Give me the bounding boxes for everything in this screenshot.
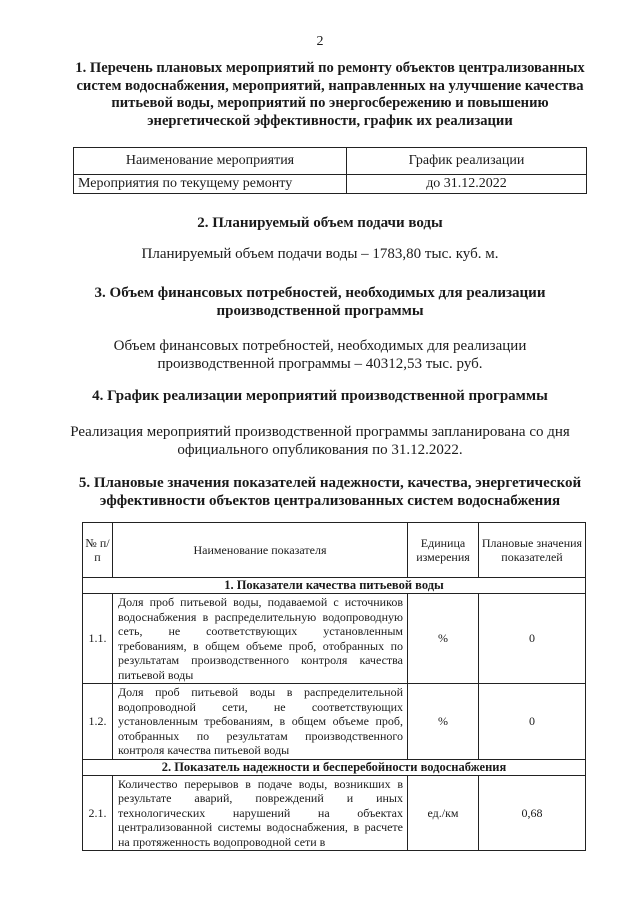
indicator-description: Количество перерывов в подаче воды, возникших в результате аварий, повреждений и иных технологических нарушений на объектах централизованной системы водоснабжения, в расчете на протяженность водопроводной сети в bbox=[113, 775, 408, 851]
row-number: 2.1. bbox=[83, 775, 113, 851]
table-row bbox=[83, 775, 586, 851]
schedule-cell: до 31.12.2022 bbox=[347, 175, 587, 194]
column-header-number: № п/п bbox=[83, 523, 113, 578]
unit-cell: % bbox=[408, 594, 479, 684]
section-5-title: 5. Плановые значения показателей надежности, качества, энергетической эффективности объектов централизованных систем водоснабжения bbox=[78, 475, 582, 509]
column-header-value: Плановые значения показателей bbox=[479, 523, 586, 578]
column-header-unit: Единица измерения bbox=[408, 523, 479, 578]
section-row bbox=[83, 578, 586, 594]
column-header-schedule: График реализации bbox=[347, 148, 587, 175]
table-row bbox=[83, 684, 586, 760]
row-number: 1.2. bbox=[83, 684, 113, 760]
column-header-indicator: Наименование показателя bbox=[113, 523, 408, 578]
table-header-row bbox=[83, 523, 586, 578]
section-4-text: Реализация мероприятий производственной программы запланирована со дня официального опубликования по 31.12.2022. bbox=[70, 424, 570, 458]
column-header-activity: Наименование мероприятия bbox=[74, 148, 347, 175]
section-3-title: 3. Объем финансовых потребностей, необходимых для реализации производственной программы bbox=[94, 285, 546, 319]
section-3-text: Объем финансовых потребностей, необходимых для реализации производственной программы – 40312,53 тыс. руб. bbox=[113, 338, 527, 372]
section-row bbox=[83, 759, 586, 775]
value-cell: 0 bbox=[479, 594, 586, 684]
activities-table bbox=[73, 147, 587, 194]
group-quality-heading: 1. Показатели качества питьевой воды bbox=[83, 578, 586, 594]
section-2-title: 2. Планируемый объем подачи воды bbox=[197, 215, 443, 231]
value-cell: 0,68 bbox=[479, 775, 586, 851]
group-reliability-heading: 2. Показатель надежности и бесперебойности водоснабжения bbox=[83, 759, 586, 775]
section-2-text: Планируемый объем подачи воды – 1783,80 тыс. куб. м. bbox=[141, 246, 499, 262]
unit-cell: % bbox=[408, 684, 479, 760]
table-row bbox=[83, 594, 586, 684]
page-number: 2 bbox=[316, 34, 324, 49]
indicator-description: Доля проб питьевой воды в распределительной водопроводной сети, не соответствующих установленным требованиям, в общем объеме проб, отобранных по результатам производственного контроля качества питьевой воды bbox=[113, 684, 408, 760]
activity-cell: Мероприятия по текущему ремонту bbox=[74, 175, 347, 194]
indicators-table bbox=[82, 522, 586, 851]
row-number: 1.1. bbox=[83, 594, 113, 684]
section-1-title: 1. Перечень плановых мероприятий по ремонту объектов централизованных систем водоснабжения, мероприятий, направленных на улучшение качества питьевой воды, мероприятий по энергосбережению и повышению энергетической эффективности, график их реализации bbox=[75, 60, 585, 129]
section-4-title: 4. График реализации мероприятий производственной программы bbox=[92, 388, 548, 404]
table-row bbox=[74, 175, 587, 194]
value-cell: 0 bbox=[479, 684, 586, 760]
table-header-row bbox=[74, 148, 587, 175]
indicator-description: Доля проб питьевой воды, подаваемой с источников водоснабжения в распределительную водопроводную сеть, не соответствующих установленным требованиям, в общем объеме проб, отобранных по результатам производственного контроля качества питьевой воды bbox=[113, 594, 408, 684]
unit-cell: ед./км bbox=[408, 775, 479, 851]
